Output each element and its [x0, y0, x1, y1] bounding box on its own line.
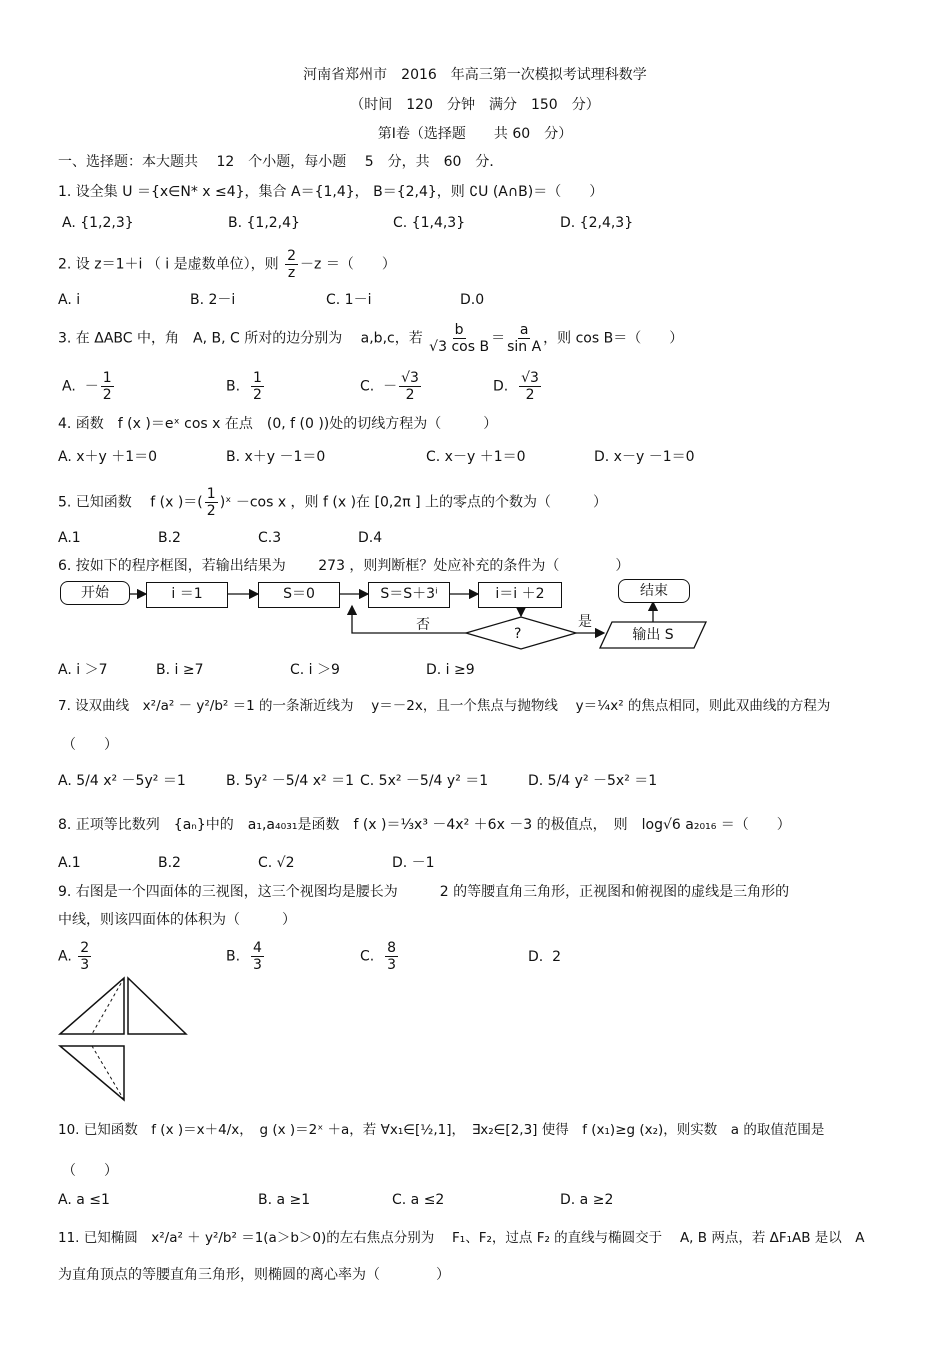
q8-option-d: D. －1 — [392, 855, 435, 871]
exam-info: （时间 120 分钟 满分 150 分） — [350, 97, 600, 113]
q4-option-b: B. x＋y －1＝0 — [226, 449, 326, 465]
q9-b-label: B. — [226, 948, 241, 965]
q5-stem-b: ˣ －cos x ，则 f (x )在 [0,2π ] 上的零点的个数为（ ） — [225, 494, 608, 511]
q1-option-d: D. {2,4,3} — [560, 215, 634, 231]
q10-option-d: D. a ≥2 — [560, 1192, 614, 1208]
q3-f2-num: a — [519, 322, 529, 338]
q3-c-num: √3 — [401, 370, 419, 386]
q9-option-a — [58, 940, 93, 973]
question-8-stem: 8. 正项等比数列 {aₙ}中的 a₁,a₄₀₃₁是函数 f (x )＝⅓x³ －4x² ＋6x －3 的极值点， 则 log√6 a₂₀₁₆ ＝（ ） — [58, 817, 791, 833]
question-5-stem: 5. 已知函数 f (x )＝( $\frac{1}{2}$ )ˣ －cos x ，则 f (x )在 [0,2π ] 上的零点的个数为（ ） — [58, 486, 608, 519]
page-title: 河南省郑州市 2016 年高三第一次模拟考试理科数学 — [303, 67, 647, 83]
flow-output: 输出 S — [632, 627, 674, 643]
section-title: 第Ⅰ卷（选择题 共 60 分） — [377, 126, 573, 142]
q3-d-label: D. — [493, 378, 509, 395]
q6-option-c: C. i ＞9 — [290, 662, 340, 678]
q3-f1-den: √3 cos B — [429, 339, 490, 355]
q2-option-d: D.0 — [460, 292, 485, 308]
q5-option-c: C.3 — [258, 530, 282, 546]
flow-condition: ? — [514, 626, 522, 642]
flow-end: 结束 — [618, 579, 690, 603]
q2-option-c: C. 1－i — [326, 292, 372, 308]
q10-option-b: B. a ≥1 — [258, 1192, 311, 1208]
q9-a-frac — [78, 940, 91, 973]
q9-a-num: 2 — [80, 940, 90, 956]
q6-option-b: B. i ≥7 — [156, 662, 204, 678]
q7-option-c: C. 5x² －5/4 y² ＝1 — [360, 773, 489, 789]
q5-option-a: A.1 — [58, 530, 81, 546]
question-7-stem: 7. 设双曲线 x²/a² － y²/b² ＝1 的一条渐近线为 y＝－2x，且一个焦点与抛物线 y＝¼x² 的焦点相同，则此双曲线的方程为 — [58, 698, 831, 714]
q9-option-b — [226, 940, 266, 973]
q3-f1-num: b — [454, 322, 464, 338]
q2-option-a: A. i — [58, 292, 81, 308]
question-9-stem-line2: 中线，则该四面体的体积为（ ） — [58, 912, 296, 928]
q4-option-a: A. x＋y ＋1＝0 — [58, 449, 158, 465]
question-11-stem-line2: 为直角顶点的等腰直角三角形，则椭圆的离心率为（ ） — [58, 1267, 450, 1283]
section-intro: 一、选择题：本大题共 12 个小题，每小题 5 分，共 60 分． — [58, 154, 504, 170]
q9-d-value: 2 — [552, 949, 562, 965]
q9-option-c — [360, 940, 400, 973]
flow-yes-label: 是 — [578, 614, 592, 630]
q6-option-a: A. i ＞7 — [58, 662, 108, 678]
q2-stem-a: 2. 设 z＝1＋i （ i 是虚数单位），则 — [58, 256, 284, 273]
q5-num: 1 — [206, 486, 216, 502]
q3-a-label: A. — [62, 378, 76, 395]
q2-stem-b: －z ＝（ ） — [300, 256, 396, 273]
q2-option-b: B. 2－i — [190, 292, 236, 308]
question-11-stem-line1: 11. 已知椭圆 x²/a² ＋ y²/b² ＝1(a＞b＞0)的左右焦点分别为 F₁、F₂，过点 F₂ 的直线与椭圆交于 A, B 两点，若 ΔF₁AB 是以 A — [58, 1230, 865, 1246]
q9-c-frac — [385, 940, 398, 973]
q9-a-den: 3 — [80, 957, 90, 973]
q9-b-frac — [251, 940, 264, 973]
q5-stem-a: 5. 已知函数 f (x )＝ — [58, 494, 198, 511]
q3-stem-b: ，则 cos B＝（ ） — [543, 330, 684, 347]
q3-d-den: 2 — [525, 387, 535, 403]
flow-update-i: i＝i ＋2 — [478, 582, 562, 608]
q6-option-d: D. i ≥9 — [426, 662, 475, 678]
q5-option-d: D.4 — [358, 530, 383, 546]
q3-b-num: 1 — [252, 370, 262, 386]
q2-den: z — [287, 265, 296, 281]
flow-no-label: 否 — [416, 617, 430, 633]
question-9-stem-line1: 9. 右图是一个四面体的三视图，这三个视图均是腰长为 2 的等腰直角三角形，正视图和俯视图的虚线是三角形的 — [58, 884, 790, 900]
q2-num: 2 — [287, 248, 297, 264]
q3-c-label: C. — [360, 378, 375, 395]
q9-c-label: C. — [360, 948, 375, 965]
q5-option-b: B.2 — [158, 530, 181, 546]
q3-a-sign: － — [84, 378, 99, 395]
q8-option-c: C. √2 — [258, 855, 295, 871]
q9-b-num: 4 — [252, 940, 262, 956]
q10-option-c: C. a ≤2 — [392, 1192, 445, 1208]
q1-option-c: C. {1,4,3} — [393, 215, 466, 231]
q3-b-label: B. — [226, 378, 241, 395]
q3-a-num: 1 — [102, 370, 112, 386]
q7-option-d: D. 5/4 y² －5x² ＝1 — [528, 773, 658, 789]
q9-d-label: D. — [528, 949, 544, 965]
q5-den: 2 — [206, 503, 216, 519]
q10-paren: （ ） — [62, 1163, 118, 1179]
q9-option-d — [528, 948, 561, 966]
q9-b-den: 3 — [252, 957, 262, 973]
flow-init-s: S＝0 — [258, 582, 340, 608]
q3-stem-a: 3. 在 ΔABC 中，角 A, B, C 所对的边分别为 a,b,c，若 — [58, 330, 423, 347]
q9-c-num: 8 — [387, 940, 397, 956]
q3-b-den: 2 — [252, 387, 262, 403]
q1-option-b: B. {1,2,4} — [228, 215, 300, 231]
q7-paren: （ ） — [62, 737, 118, 753]
q7-option-b: B. 5y² －5/4 x² ＝1 — [226, 773, 354, 789]
question-1-stem: 1. 设全集 U ＝{x∈N* x ≤4}，集合 A＝{1,4}， B＝{2,4}，则 ∁U (A∩B)＝（ ） — [58, 184, 604, 200]
question-3-stem: 3. 在 ΔABC 中，角 A, B, C 所对的边分别为 a,b,c，若 $\frac{b}{\text{√3 cos B}}$ ＝ $\frac{a}{\text{sin A}}$ ，则 cos B＝（ ） — [58, 322, 684, 355]
flow-update-s: S＝S＋3ⁱ — [368, 582, 450, 608]
q1-option-a: A. {1,2,3} — [62, 215, 134, 231]
q3-a-den: 2 — [102, 387, 112, 403]
q9-c-den: 3 — [387, 957, 397, 973]
q10-option-a: A. a ≤1 — [58, 1192, 110, 1208]
q3-c-den: 2 — [405, 387, 415, 403]
question-10-stem: 10. 已知函数 f (x )＝x＋4/x， g (x )＝2ˣ ＋a，若 ∀x₁∈[½,1]， ∃x₂∈[2,3] 使得 f (x₁)≥g (x₂)，则实数 a 的取值范围是 — [58, 1122, 825, 1138]
flow-init-i: i ＝1 — [146, 582, 228, 608]
q8-option-b: B.2 — [158, 855, 181, 871]
question-4-stem: 4. 函数 f (x )＝eˣ cos x 在点 (0, f (0 ))处的切线方程为（ ） — [58, 416, 498, 432]
q7-option-a: A. 5/4 x² －5y² ＝1 — [58, 773, 186, 789]
q4-option-c: C. x－y ＋1＝0 — [426, 449, 526, 465]
q4-option-d: D. x－y －1＝0 — [594, 449, 695, 465]
q9-a-label: A. — [58, 948, 72, 965]
q3-f2-den: sin A — [507, 339, 542, 355]
question-6-stem: 6. 按如下的程序框图，若输出结果为 273 ，则判断框？处应补充的条件为（ ） — [58, 558, 630, 574]
q8-option-a: A.1 — [58, 855, 81, 871]
q3-d-num: √3 — [521, 370, 539, 386]
flow-start: 开始 — [60, 581, 130, 605]
q3-c-sign: － — [383, 378, 398, 395]
